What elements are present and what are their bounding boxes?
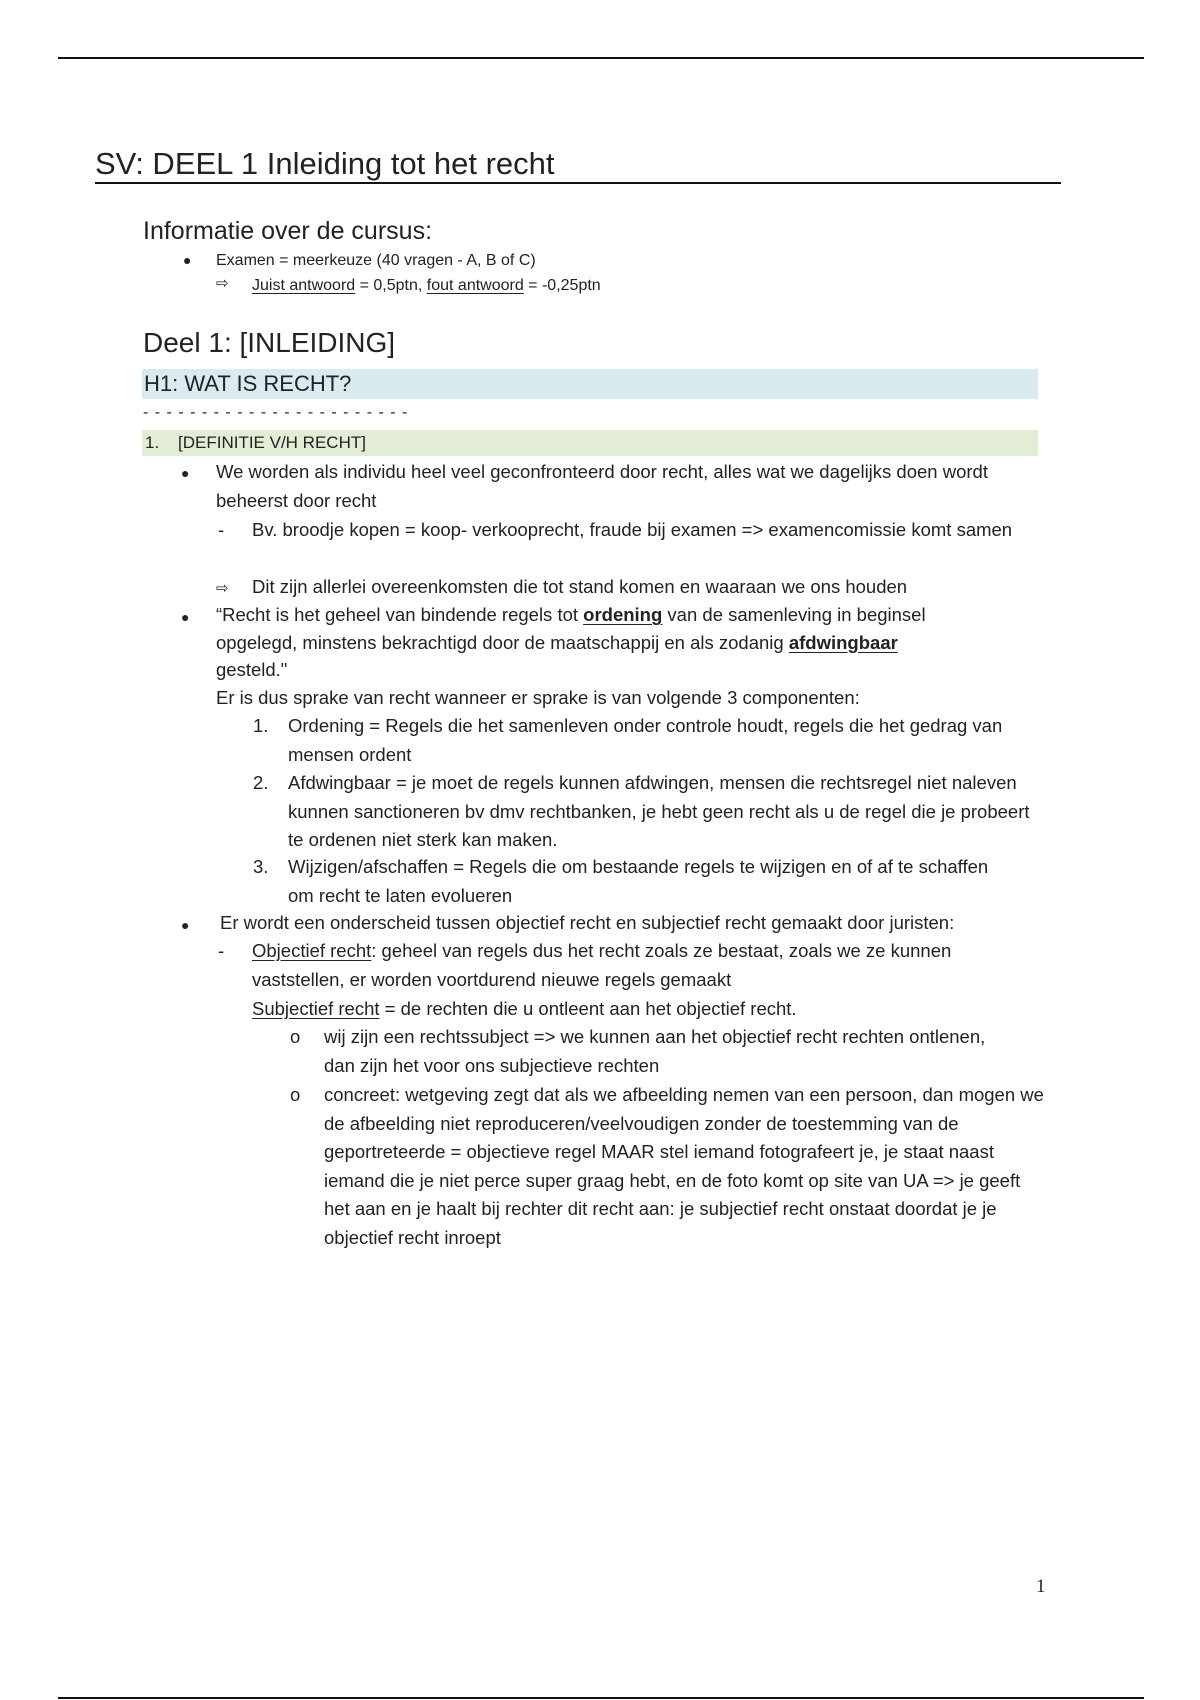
wrong-value: = -0,25ptn xyxy=(523,277,601,294)
component-afdwingbaar: Afdwingbaar = je moet de regels kunnen afdwingen, mensen die rechtsregel niet naleven kunnen sanctioneren bv dmv rechtbanken, je hebt geen recht als u de regel die je probeert te ordenen niet sterk kan maken. xyxy=(288,772,1030,850)
definition-part: van de samenleving in beginsel opgelegd, minstens bekrachtigd door de maatschappij en als zodanig xyxy=(216,604,926,653)
bullet-1-text: We worden als individu heel veel geconfronteerd door recht, alles wat we dagelijks doen wordt beheerst door recht xyxy=(216,461,988,511)
components-intro: Er is dus sprake van recht wanneer er sprake is van volgende 3 componenten: xyxy=(216,687,860,708)
arrow-icon: ⇨ xyxy=(216,580,229,597)
section-heading xyxy=(142,430,1038,456)
definition-keyword-afdwingbaar: afdwingbaar xyxy=(788,631,898,653)
list-number: 1. xyxy=(253,715,269,736)
document-title: SV: DEEL 1 Inleiding tot het recht xyxy=(95,146,1061,184)
subjective-law-label: Subjectief recht xyxy=(252,998,380,1019)
subjective-law-text: = de rechten die u ontleent aan het objectief recht. xyxy=(379,998,797,1019)
definition-part: “Recht is het geheel van bindende regels tot xyxy=(216,604,584,625)
page-number: 1 xyxy=(1036,1576,1046,1597)
bullet-1-conclusion: Dit zijn allerlei overeenkomsten die tot stand komen en waaraan we ons houden xyxy=(252,576,908,597)
bullet-icon: ● xyxy=(181,609,190,625)
bullet-1-example: Bv. broodje kopen = koop- verkooprecht, fraude bij examen => examencomissie komt samen xyxy=(252,519,1013,540)
objective-law-text: : geheel van regels dus het recht zoals ze bestaat, zoals we ze kunnen vaststellen, er worden voortdurend nieuwe regels gemaakt xyxy=(252,940,952,990)
list-number: 3. xyxy=(253,856,269,877)
bullet-icon: ● xyxy=(181,465,190,481)
info-heading: Informatie over de cursus: xyxy=(143,217,433,245)
section-number: 1. xyxy=(145,433,160,452)
correct-label: Juist antwoord xyxy=(252,277,356,294)
circle-bullet-icon: o xyxy=(290,1084,301,1105)
chapter-heading: H1: WAT IS RECHT? xyxy=(142,369,1038,399)
objective-law-label: Objectief recht xyxy=(252,940,372,961)
bullet-2-definition xyxy=(216,601,976,684)
section-title: [DEFINITIE V/H RECHT] xyxy=(178,433,366,452)
list-number: 2. xyxy=(253,772,269,793)
exam-line: Examen = meerkeuze (40 vragen - A, B of C) xyxy=(216,252,536,269)
wrong-label: fout antwoord xyxy=(426,277,524,294)
objective-law xyxy=(252,937,1012,994)
bullet-3-text: Er wordt een onderscheid tussen objectief recht en subjectief recht gemaakt door juristen: xyxy=(220,912,955,933)
footer-rule xyxy=(58,1697,1144,1699)
definition-keyword-ordening: ordening xyxy=(583,604,663,625)
dash-marker: - xyxy=(218,940,225,961)
correct-value: = 0,5ptn, xyxy=(355,277,427,294)
bullet-icon: ● xyxy=(181,917,190,933)
bullet-icon: ● xyxy=(183,252,192,268)
subjective-example-2: concreet: wetgeving zegt dat als we afbeelding nemen van een persoon, dan mogen we de afbeelding niet reproduceren/veelvoudigen zonder de toestemming van de geportreteerde = objectieve regel MAAR stel iemand fotografeert je, je staat naast iemand die je niet perce super graag hebt, en de foto komt op site van UA => je geeft het aan en je haalt bij rechter dit recht aan: je subjectief recht onstaat doordat je je objectief recht inroept xyxy=(324,1084,1044,1248)
separator: - - - - - - - - - - - - - - - - - - - - - - - xyxy=(143,404,409,421)
dash-marker: - xyxy=(218,519,225,540)
definition-part: gesteld." xyxy=(216,659,288,680)
part-heading: Deel 1: [INLEIDING] xyxy=(143,327,396,358)
subjective-example-1: wij zijn een rechtssubject => we kunnen aan het objectief recht rechten ontlenen, dan zijn het voor ons subjectieve rechten xyxy=(324,1026,986,1076)
component-wijzigen: Wijzigen/afschaffen = Regels die om bestaande regels te wijzigen en of af te schaffen om recht te laten evolueren xyxy=(288,856,989,906)
arrow-icon: ⇨ xyxy=(216,275,229,292)
circle-bullet-icon: o xyxy=(290,1026,301,1047)
subjective-law xyxy=(252,995,1042,1024)
header-rule xyxy=(58,57,1144,59)
component-ordening: Ordening = Regels die het samenleven onder controle houdt, regels die het gedrag van mensen ordent xyxy=(288,715,1003,765)
score-line xyxy=(252,273,601,298)
